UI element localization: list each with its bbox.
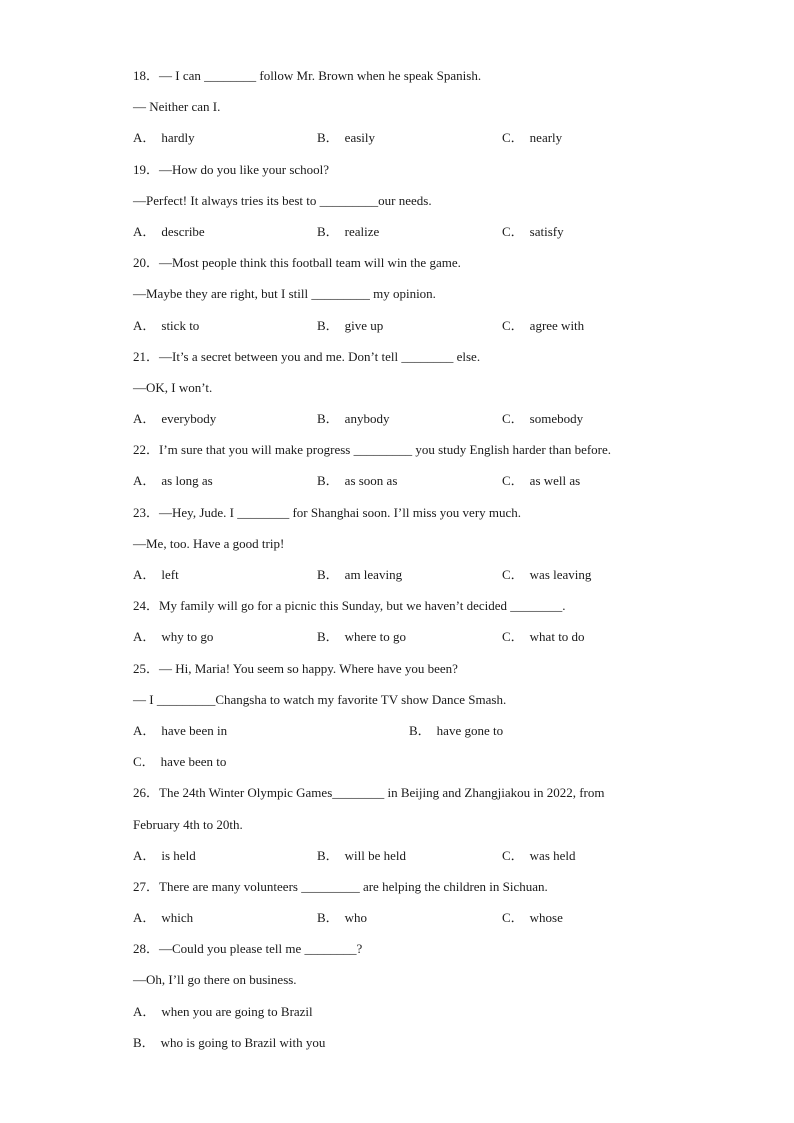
option-choice[interactable] <box>317 126 375 150</box>
option-choice[interactable] <box>502 906 563 930</box>
question-line: —Maybe they are right, but I still _________ my opinion. <box>133 286 436 302</box>
option-choice[interactable] <box>502 220 564 244</box>
option-text: what to do <box>529 629 585 645</box>
option-letter: C． <box>133 754 155 770</box>
option-letter: C． <box>502 411 524 427</box>
option-text: describe <box>161 223 205 239</box>
option-text: agree with <box>529 317 585 333</box>
option-letter: C． <box>502 130 524 146</box>
option-letter: C． <box>502 629 524 645</box>
option-choice[interactable] <box>133 625 213 649</box>
question-line: —Oh, I’ll go there on business. <box>133 972 297 988</box>
options-row <box>133 719 663 750</box>
option-choice[interactable] <box>317 625 406 649</box>
option-choice[interactable] <box>133 906 193 930</box>
option-text: was leaving <box>529 567 592 582</box>
question-stem: 20．—Most people think this football team will win the game. <box>133 255 461 271</box>
option-letter: B． <box>317 910 339 926</box>
option-letter: B． <box>317 567 339 582</box>
option-choice[interactable] <box>502 563 591 587</box>
option-letter: B． <box>409 722 431 738</box>
option-text: was held <box>529 847 576 863</box>
question-stem: 18．— I can ________ follow Mr. Brown when he speak Spanish. <box>133 68 482 83</box>
option-letter: A． <box>133 130 156 146</box>
option-choice[interactable] <box>502 126 562 150</box>
option-text: when you are going to Brazil <box>161 1003 313 1019</box>
question-stem: 22．I’m sure that you will make progress _________ you study English harder than before. <box>133 442 612 458</box>
question-stem: 28．—Could you please tell me ________? <box>133 941 363 957</box>
option-text: why to go <box>161 629 214 645</box>
option-letter: C． <box>502 473 524 489</box>
option-text: left <box>161 567 179 582</box>
option-letter: A． <box>133 1003 156 1019</box>
question-stem: 25．— Hi, Maria! You seem so happy. Where have you been? <box>133 660 458 676</box>
option-choice[interactable] <box>133 220 205 244</box>
option-text: stick to <box>161 317 200 333</box>
question-block <box>133 594 663 656</box>
options-row <box>133 220 663 251</box>
option-choice[interactable] <box>317 220 379 244</box>
option-letter: C． <box>502 317 524 333</box>
question-stem: 19．—How do you like your school? <box>133 161 330 177</box>
option-text: easily <box>344 130 375 146</box>
option-letter: B． <box>317 411 339 427</box>
option-letter: B． <box>133 1034 155 1050</box>
options-row <box>133 126 663 157</box>
option-text: anybody <box>344 411 390 427</box>
option-letter: A． <box>133 317 156 333</box>
option-text: as soon as <box>344 473 398 489</box>
option-text: which <box>161 910 194 926</box>
option-letter: C． <box>502 847 524 863</box>
option-choice[interactable] <box>133 844 196 868</box>
option-letter: A． <box>133 629 156 645</box>
question-line: — I _________Changsha to watch my favorite TV show Dance Smash. <box>133 691 507 707</box>
exam-page <box>133 64 663 1062</box>
option-choice[interactable] <box>317 469 397 493</box>
question-line: — Neither can I. <box>133 99 221 115</box>
option-choice[interactable] <box>133 1000 663 1031</box>
option-choice[interactable] <box>133 1031 663 1062</box>
option-text: where to go <box>344 629 407 645</box>
option-choice[interactable] <box>133 407 216 431</box>
option-text: have been in <box>161 722 228 738</box>
question-block <box>133 438 663 500</box>
option-text: hardly <box>161 130 195 146</box>
question-block <box>133 251 663 345</box>
question-block <box>133 937 663 1062</box>
option-choice[interactable] <box>133 126 195 150</box>
option-text: have gone to <box>436 722 504 738</box>
option-choice[interactable] <box>502 314 584 338</box>
option-choice[interactable] <box>317 407 389 431</box>
option-letter: C． <box>502 910 524 926</box>
option-letter: C． <box>502 223 524 239</box>
option-choice[interactable] <box>133 469 213 493</box>
question-stem: 23．—Hey, Jude. I ________ for Shanghai soon. I’ll miss you very much. <box>133 504 522 520</box>
option-letter: A． <box>133 223 156 239</box>
question-block <box>133 781 663 875</box>
option-letter: B． <box>317 629 339 645</box>
option-choice[interactable] <box>133 719 227 743</box>
option-letter: C． <box>502 567 524 582</box>
option-letter: A． <box>133 910 156 926</box>
option-text: have been to <box>160 754 227 770</box>
options-row <box>133 844 663 875</box>
question-stem: 26．The 24th Winter Olympic Games________ in Beijing and Zhangjiakou in 2022, from <box>133 785 605 801</box>
option-text: will be held <box>344 847 407 863</box>
option-choice[interactable] <box>502 407 583 431</box>
option-choice[interactable] <box>133 750 663 781</box>
question-block <box>133 345 663 439</box>
option-letter: A． <box>133 473 156 489</box>
options-row <box>133 563 663 594</box>
option-text: nearly <box>529 130 563 146</box>
option-choice[interactable] <box>502 844 576 868</box>
option-letter: B． <box>317 130 339 146</box>
option-letter: B． <box>317 473 339 489</box>
option-letter: B． <box>317 847 339 863</box>
options-row <box>133 906 663 937</box>
question-block <box>133 158 663 252</box>
options-row <box>133 314 663 345</box>
option-text: am leaving <box>344 567 403 582</box>
option-text: give up <box>344 317 384 333</box>
option-choice[interactable] <box>133 314 199 338</box>
question-stem: 24．My family will go for a picnic this Sunday, but we haven’t decided ________. <box>133 598 566 614</box>
option-choice[interactable] <box>317 563 402 587</box>
option-text: as well as <box>529 473 581 489</box>
option-letter: B． <box>317 223 339 239</box>
option-letter: A． <box>133 567 156 582</box>
question-line: —OK, I won’t. <box>133 379 213 395</box>
option-text: is held <box>161 847 196 863</box>
option-letter: A． <box>133 847 156 863</box>
option-letter: B． <box>317 317 339 333</box>
option-choice[interactable] <box>502 625 585 649</box>
question-block <box>133 875 663 937</box>
option-choice[interactable] <box>502 469 580 493</box>
options-row <box>133 625 663 656</box>
question-stem: 21．—It’s a secret between you and me. Don’t tell ________ else. <box>133 348 481 364</box>
option-text: realize <box>344 223 380 239</box>
question-line: —Me, too. Have a good trip! <box>133 535 285 551</box>
option-choice[interactable] <box>133 563 179 587</box>
options-row <box>133 407 663 438</box>
option-text: who <box>344 910 368 926</box>
option-choice[interactable] <box>317 906 367 930</box>
question-block <box>133 657 663 782</box>
option-text: everybody <box>161 411 217 427</box>
question-line: —Perfect! It always tries its best to _________our needs. <box>133 192 432 208</box>
option-text: somebody <box>529 411 584 427</box>
option-choice[interactable] <box>409 719 503 743</box>
option-text: satisfy <box>529 223 564 239</box>
option-text: whose <box>529 910 563 926</box>
question-stem: 27．There are many volunteers _________ are helping the children in Sichuan. <box>133 878 548 894</box>
question-block <box>133 501 663 595</box>
option-letter: A． <box>133 411 156 427</box>
option-text: who is going to Brazil with you <box>160 1034 326 1050</box>
option-choice[interactable] <box>317 844 406 868</box>
option-letter: A． <box>133 722 156 738</box>
question-line: February 4th to 20th. <box>133 816 243 832</box>
option-text: as long as <box>161 473 213 489</box>
question-block <box>133 64 663 158</box>
options-row <box>133 469 663 500</box>
option-choice[interactable] <box>317 314 383 338</box>
